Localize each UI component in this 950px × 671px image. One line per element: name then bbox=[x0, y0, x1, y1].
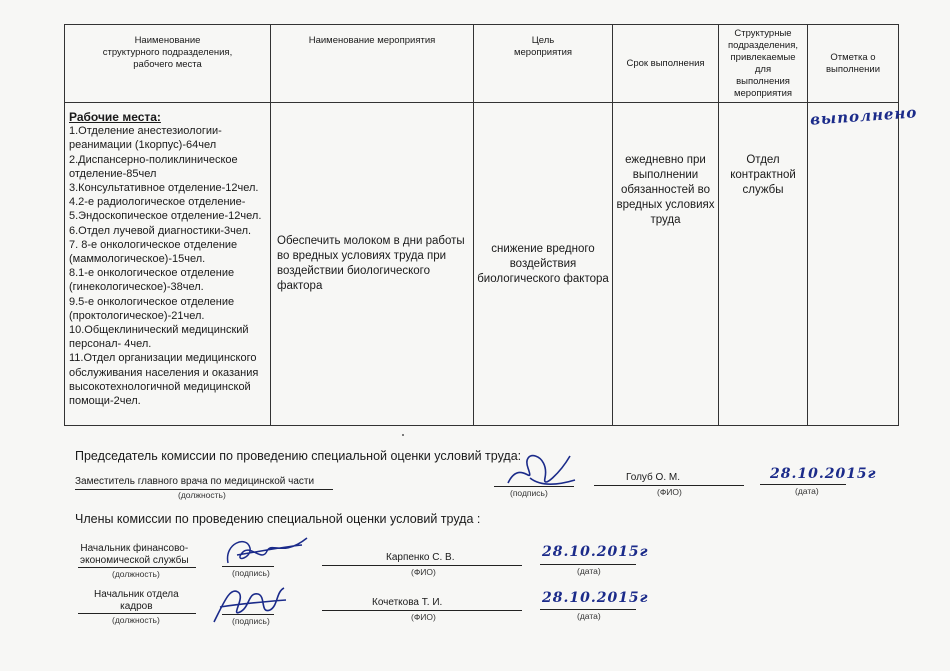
member-2-position: Начальник отдела кадров bbox=[94, 589, 179, 612]
chairman-name: Голуб О. М. bbox=[626, 472, 680, 483]
member-1-signature bbox=[222, 533, 312, 573]
member-2-name-line bbox=[322, 610, 522, 611]
chairman-position-label: (должность) bbox=[178, 490, 226, 500]
chairman-name-line bbox=[594, 485, 744, 486]
member-2-signature-line bbox=[222, 614, 274, 615]
department-cell: Отдел контрактной службы bbox=[719, 103, 808, 426]
measure-cell: Обеспечить молоком в дни работы во вредных условиях труда при воздействии биологического фактора bbox=[271, 103, 474, 426]
workplace-item: 11.Отдел организации медицинского обслуживания населения и оказания высокотехнологичной медицинской помощи-2чел. bbox=[69, 352, 259, 408]
workplace-item: 8.1-е онкологическое отделение (гинекологическое)-38чел. bbox=[69, 267, 235, 294]
header-departments: Структурные подразделения, привлекаемые для выполнения мероприятия bbox=[719, 25, 808, 103]
header-deadline: Срок выполнения bbox=[613, 25, 719, 103]
members-heading: Члены комиссии по проведению специальной оценки условий труда : bbox=[75, 512, 481, 526]
member-2-name: Кочеткова Т. И. bbox=[372, 597, 443, 608]
chairman-date-line bbox=[760, 484, 846, 485]
member-2-name-label: (ФИО) bbox=[411, 612, 436, 622]
workplace-item: 4.2-е радиологическое отделение- bbox=[69, 196, 246, 209]
workplace-item: 10.Общеклинический медицинский персонал- 4чел. bbox=[69, 324, 249, 351]
header-completion-mark: Отметка о выполнении bbox=[808, 25, 899, 103]
deadline-cell: ежедневно при выполнении обязанностей во вредных условиях труда bbox=[613, 103, 719, 426]
member-2-position-line bbox=[78, 613, 196, 614]
workplace-item: 5.Эндоскопическое отделение-12чел. bbox=[69, 210, 262, 223]
chairman-position: Заместитель главного врача по медицинской части bbox=[75, 476, 315, 487]
measures-table bbox=[64, 24, 918, 426]
header-goal: Цель мероприятия bbox=[474, 25, 613, 103]
member-1-signature-label: (подпись) bbox=[232, 568, 270, 578]
workplace-item: 7. 8-е онкологическое отделение (маммологическое)-15чел. bbox=[69, 238, 238, 266]
member-1-date-label: (дата) bbox=[577, 566, 601, 576]
completion-mark-handwritten: выполнено bbox=[809, 103, 918, 129]
chairman-signature-line bbox=[494, 486, 574, 487]
chairman-signature-label: (подпись) bbox=[510, 488, 548, 498]
speck bbox=[402, 434, 404, 436]
chairman-heading: Председатель комиссии по проведению специальной оценки условий труда: bbox=[75, 449, 522, 463]
completion-cell bbox=[808, 103, 918, 426]
member-1-name-line bbox=[322, 565, 522, 566]
member-1-position-label: (должность) bbox=[112, 569, 160, 579]
workplace-item: 1.Отделение анестезиологии-реанимации (1корпус)-64чел bbox=[69, 125, 222, 152]
member-2-date-label: (дата) bbox=[577, 611, 601, 621]
member-1-date-handwritten: 28.10.2015г bbox=[542, 544, 649, 560]
workplaces-cell bbox=[65, 103, 271, 426]
member-1-name-label: (ФИО) bbox=[411, 567, 436, 577]
member-2-position-label: (должность) bbox=[112, 615, 160, 625]
member-2-signature-label: (подпись) bbox=[232, 616, 270, 626]
workplaces-title: Рабочие места: bbox=[69, 110, 161, 124]
chairman-date-handwritten: 28.10.2015г bbox=[770, 466, 877, 482]
member-2-date-line bbox=[540, 609, 636, 610]
goal-cell: снижение вредного воздействия биологического фактора bbox=[474, 103, 613, 426]
table-header-row bbox=[65, 25, 899, 103]
workplace-item: 9.5-е онкологическое отделение (проктологическое)-21чел. bbox=[69, 295, 235, 322]
member-1-position: Начальник финансово- экономической службы bbox=[80, 543, 189, 566]
header-measure: Наименование мероприятия bbox=[271, 25, 474, 103]
chairman-date-label: (дата) bbox=[795, 486, 819, 496]
member-1-position-line bbox=[78, 567, 196, 568]
chairman-name-label: (ФИО) bbox=[657, 487, 682, 497]
member-2-date-handwritten: 28.10.2015г bbox=[542, 590, 649, 606]
header-unit: Наименование структурного подразделения, рабочего места bbox=[65, 25, 271, 103]
workplace-item: 3.Консультативное отделение-12чел. bbox=[69, 182, 259, 195]
member-1-signature-line bbox=[222, 566, 274, 567]
member-1-name: Карпенко С. В. bbox=[386, 552, 455, 563]
member-1-date-line bbox=[540, 564, 636, 565]
table-row bbox=[65, 103, 899, 426]
workplace-item: 6.Отдел лучевой диагностики-3чел. bbox=[69, 224, 252, 237]
workplace-item: 2.Диспансерно-поликлиническое отделение-85чел bbox=[69, 153, 238, 180]
